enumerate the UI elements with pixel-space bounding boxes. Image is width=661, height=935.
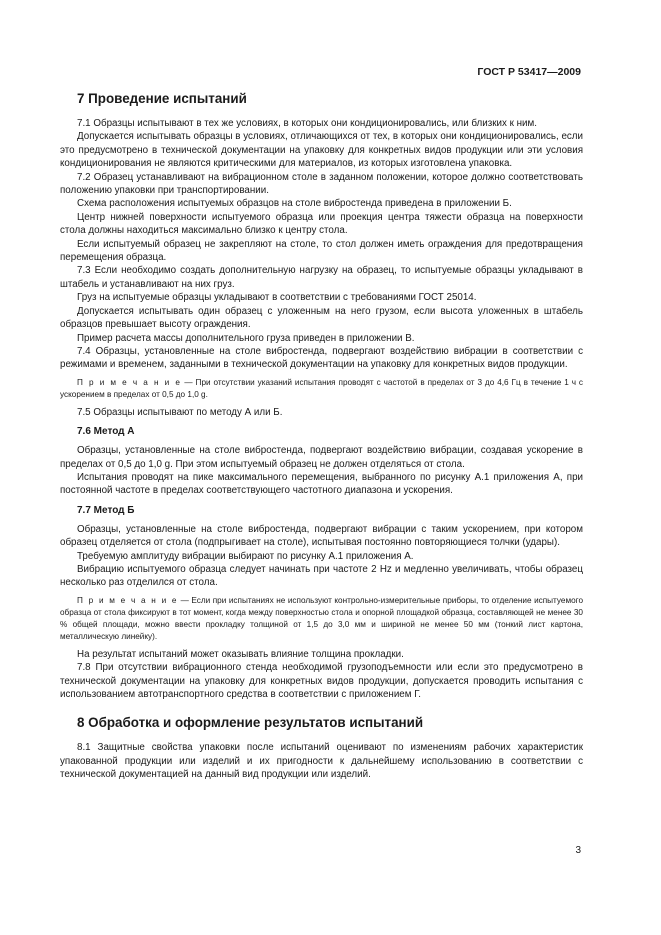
note [60, 377, 583, 401]
page-content [60, 88, 583, 782]
standard-header: ГОСТ Р 53417—2009 [477, 66, 581, 78]
paragraph: Схема расположения испытуемых образцов на столе вибростенда приведена в приложении Б. [77, 198, 512, 210]
paragraph: 8.1 Защитные свойства упаковки после испытаний оценивают по изменениям рабочих характеристик упакованной продукции или изделий и их пригодности к дальнейшему использованию в соответствии с технической документацией на данный вид продукции или изделий. [60, 742, 583, 781]
paragraph: Требуемую амплитуду вибрации выбирают по рисунку А.1 приложения А. [77, 550, 414, 562]
paragraph: 7.3 Если необходимо создать дополнительную нагрузку на образец, то испытуемые образцы укладывают в штабель и устанавливают на них груз. [60, 265, 583, 290]
paragraph: Допускается испытывать образцы в условиях, отличающихся от тех, в которых они кондиционировались, если это предусмотрено в технической документации на упаковку для конкретных видов продукции или эти условия кондиционирования не являются критическими для материалов, из которых изготовлена упаковка. [60, 131, 583, 170]
paragraph: Вибрацию испытуемого образца следует начинать при частоте 2 Hz и медленно увеличивать, чтобы образец несколько раз отделился от стола. [60, 563, 583, 589]
method-a-heading: 7.6 Метод А [77, 426, 135, 438]
page-number: 3 [575, 845, 581, 856]
paragraph: Если испытуемый образец не закрепляют на столе, то стол должен иметь ограждения для предотвращения перемещения образца. [60, 238, 583, 264]
note [60, 595, 583, 643]
note-text: — При отсутствии указаний испытания проводят с частотой в пределах от 3 до 4,6 Гц в течение 1 ч с ускорением в пределах от 0,5 до 1,0 g. [60, 377, 583, 399]
paragraph: Груз на испытуемые образцы укладывают в соответствии с требованиями ГОСТ 25014. [77, 292, 477, 304]
section-8-heading: 8 Обработка и оформление результатов испытаний [77, 715, 424, 731]
paragraph: Центр нижней поверхности испытуемого образца или проекция центра тяжести образца на поверхности стола должны находиться максимально близко к центру стола. [60, 211, 583, 237]
paragraph: 7.5 Образцы испытывают по методу А или Б. [77, 406, 283, 418]
paragraph: Пример расчета массы дополнительного груза приведен в приложении В. [77, 332, 415, 344]
paragraph: Образцы, установленные на столе вибростенда, подвергают вибрации с таким ускорением, при котором образец отделяется от стола (подпрыгивает на столе), испытывая постоянно повторяющиеся толчки (удары). [60, 523, 583, 549]
paragraph: 7.1 Образцы испытывают в тех же условиях, в которых они кондиционировались, или близких к ним. [77, 118, 537, 129]
paragraph: Испытания проводят на пике максимального перемещения, выбранного по рисунку А.1 приложения А, при постоянной частоте в пределах соответствующего частотного диапазона и ускорения. [60, 471, 583, 497]
note-text: — Если при испытаниях не используют контрольно-измерительные приборы, то отделение испытуемого образца от стола фиксируют в тот момент, когда между поверхностью стола и опорной площадкой образца, составляющей не менее 30 % общей площади, можно ввести прокладку толщиной от 1,5 до 3,0 мм и шириной не менее 50 мм (тонкий лист картона, металлическую линейку). [60, 595, 583, 641]
paragraph: 7.4 Образцы, установленные на столе вибростенда, подвергают воздействию вибрации в соответствии с режимами и временем, заданными в технической документации на упаковку для конкретных видов продукции. [60, 345, 583, 371]
paragraph: 7.8 При отсутствии вибрационного стенда необходимой грузоподъемности или если это предусмотрено в технической документации на упаковку для конкретных видов продукции, допускается проводить испытания с использованием автотранспортного средства в соответствии с приложением Г. [60, 662, 583, 700]
paragraph: Допускается испытывать один образец с уложенным на него грузом, если высота уложенных в штабель образцов превышает высоту ограждения. [60, 305, 583, 331]
paragraph: На результат испытаний может оказывать влияние толщина прокладки. [77, 648, 404, 660]
paragraph: 7.2 Образец устанавливают на вибрационном столе в заданном положении, которое должно соответствовать положению упаковки при транспортировании. [60, 171, 583, 197]
note-label: П р и м е ч а н и е [77, 377, 182, 387]
section-7-heading: 7 Проведение испытаний [77, 91, 247, 106]
method-b-heading: 7.7 Метод Б [77, 504, 135, 516]
paragraph: Образцы, установленные на столе вибростенда, подвергают воздействию вибрации, создавая ускорение в пределах от 0,5 до 1,0 g. При этом испытуемый образец не должен отделяться от стола. [60, 445, 583, 470]
note-label: П р и м е ч а н и е [77, 595, 179, 605]
